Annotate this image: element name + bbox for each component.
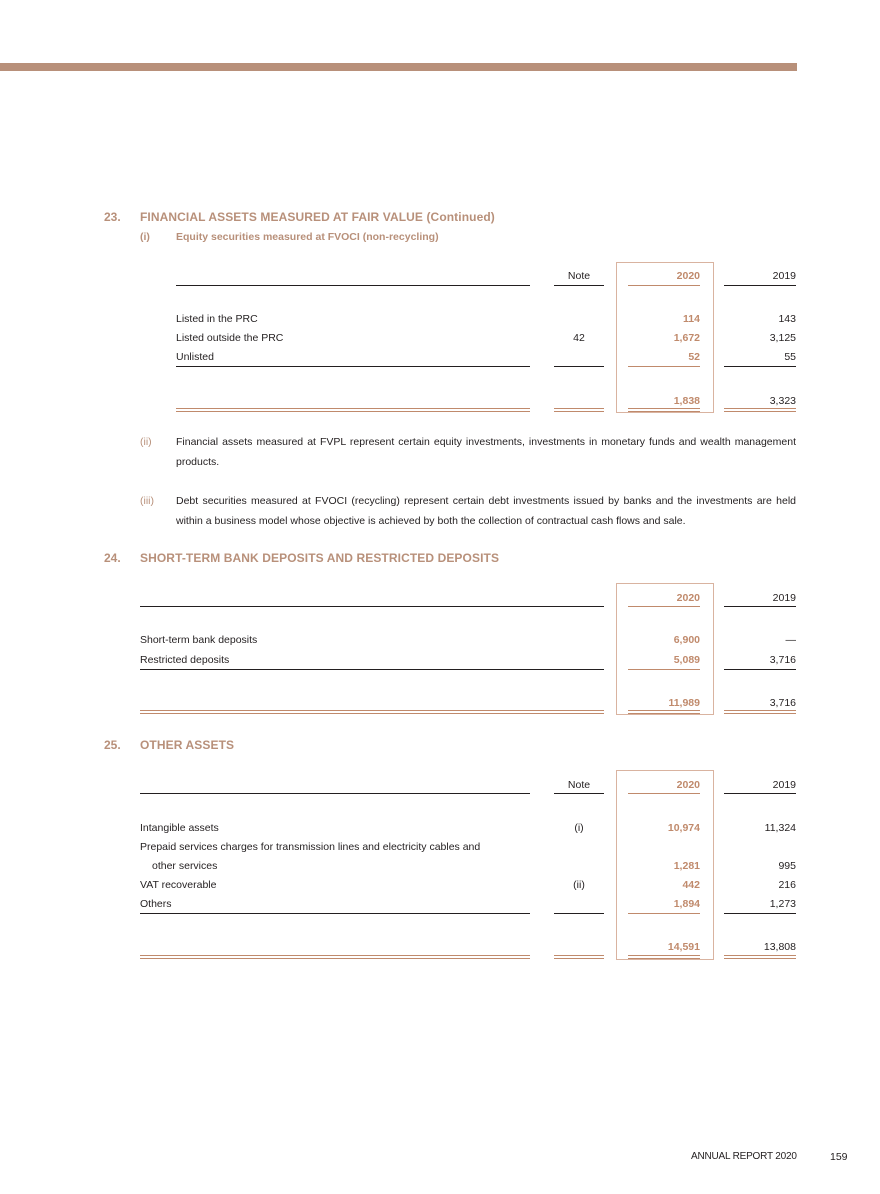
table-row-label: Listed in the PRC: [176, 313, 258, 325]
table-row-note: 42: [573, 332, 585, 344]
table-row-note: (i): [574, 822, 584, 834]
table-row-value-2019: 143: [778, 313, 796, 325]
double-rule: [628, 710, 700, 714]
table-row-label: other services: [152, 860, 218, 872]
rule: [628, 606, 700, 607]
header-accent-bar: [0, 63, 797, 71]
rule: [554, 285, 604, 286]
rule: [140, 606, 604, 607]
rule: [554, 366, 604, 367]
table-total-2020: 1,838: [673, 395, 700, 407]
double-rule: [724, 408, 796, 412]
table-total-2019: 3,716: [769, 697, 796, 709]
double-rule: [554, 408, 604, 412]
rule: [628, 913, 700, 914]
rule: [724, 366, 796, 367]
table-row-value-2019: —: [785, 634, 796, 646]
rule: [724, 913, 796, 914]
double-rule: [140, 710, 604, 714]
sub-ii-paragraph: Financial assets measured at FVPL represent certain equity investments, investments in monetary funds and wealth management products.: [176, 436, 796, 468]
rule: [628, 669, 700, 670]
table-row-value-2019: 55: [784, 351, 796, 363]
table-row-label: Listed outside the PRC: [176, 332, 284, 344]
table-row-value-2019: 1,273: [769, 898, 796, 910]
table-row-label: VAT recoverable: [140, 879, 217, 891]
footer-report-title: ANNUAL REPORT 2020: [691, 1151, 797, 1162]
table-row-label: Restricted deposits: [140, 654, 230, 666]
sub-ii-number: (ii): [140, 436, 152, 448]
table-row-value-2020: 1,894: [673, 898, 700, 910]
double-rule: [554, 955, 604, 959]
table-row-value-2020: 5,089: [673, 654, 700, 666]
rule: [724, 669, 796, 670]
rule: [140, 669, 604, 670]
table-row-value-2020: 442: [682, 879, 700, 891]
table-row-value-2020: 6,900: [673, 634, 700, 646]
rule: [140, 793, 530, 794]
sub-iii-paragraph: Debt securities measured at FVOCI (recycling) represent certain debt investments issued by banks and the investments are held within a business model whose objective is achieved by both the collection of contractual cash flows and sale.: [176, 495, 796, 527]
table-total-2020: 14,591: [667, 941, 700, 953]
page-number: 159: [830, 1151, 848, 1163]
table-row-value-2019: 3,716: [769, 654, 796, 666]
section-25-number: 25.: [104, 738, 121, 752]
rule: [628, 285, 700, 286]
double-rule: [724, 955, 796, 959]
table-row-value-2019: 216: [778, 879, 796, 891]
sub-iii-number: (iii): [140, 495, 154, 507]
rule: [554, 913, 604, 914]
table-row-label: Short-term bank deposits: [140, 634, 258, 646]
sub-i-number: (i): [140, 231, 150, 243]
table-row-value-2019: 11,324: [764, 822, 796, 834]
section-24-number: 24.: [104, 551, 121, 565]
section-24-title: SHORT-TERM BANK DEPOSITS AND RESTRICTED DEPOSITS: [140, 551, 500, 565]
rule: [176, 285, 530, 286]
table-row-value-2020: 10,974: [667, 822, 700, 834]
table-row-value-2020: 1,672: [673, 332, 700, 344]
sub-i-title: Equity securities measured at FVOCI (non-recycling): [176, 231, 439, 243]
table-row-value-2020: 52: [688, 351, 700, 363]
double-rule: [628, 955, 700, 959]
section-23-number: 23.: [104, 210, 121, 224]
table-total-2019: 13,808: [763, 941, 796, 953]
rule: [724, 606, 796, 607]
section-25-title: OTHER ASSETS: [140, 738, 235, 752]
table-25-header-2019: 2019: [772, 779, 796, 791]
table-row-value-2020: 114: [683, 313, 700, 325]
double-rule: [176, 408, 530, 412]
table-row-label: Unlisted: [176, 351, 214, 363]
double-rule: [724, 710, 796, 714]
table-total-2019: 3,323: [769, 395, 796, 407]
rule: [724, 285, 796, 286]
table-23-header-2020: 2020: [676, 270, 700, 282]
table-23-header-2019: 2019: [772, 270, 796, 282]
double-rule: [628, 408, 700, 412]
rule: [554, 793, 604, 794]
table-row-value-2019: 995: [778, 860, 796, 872]
rule: [176, 366, 530, 367]
table-row-label: Prepaid services charges for transmission lines and electricity cables and: [140, 841, 481, 853]
table-25-header-note: Note: [567, 779, 591, 791]
double-rule: [140, 955, 530, 959]
table-row-label: Others: [140, 898, 172, 910]
section-23-title: FINANCIAL ASSETS MEASURED AT FAIR VALUE (Continued): [140, 210, 495, 224]
table-24-header-2020: 2020: [676, 592, 700, 604]
rule: [628, 366, 700, 367]
rule: [724, 793, 796, 794]
rule: [140, 913, 530, 914]
table-row-label: Intangible assets: [140, 822, 219, 834]
table-24-header-2019: 2019: [772, 592, 796, 604]
table-row-value-2020: 1,281: [673, 860, 700, 872]
table-row-note: (ii): [573, 879, 585, 891]
table-row-value-2019: 3,125: [769, 332, 796, 344]
table-23-header-note: Note: [567, 270, 591, 282]
rule: [628, 793, 700, 794]
table-25-header-2020: 2020: [676, 779, 700, 791]
table-total-2020: 11,989: [668, 697, 700, 709]
